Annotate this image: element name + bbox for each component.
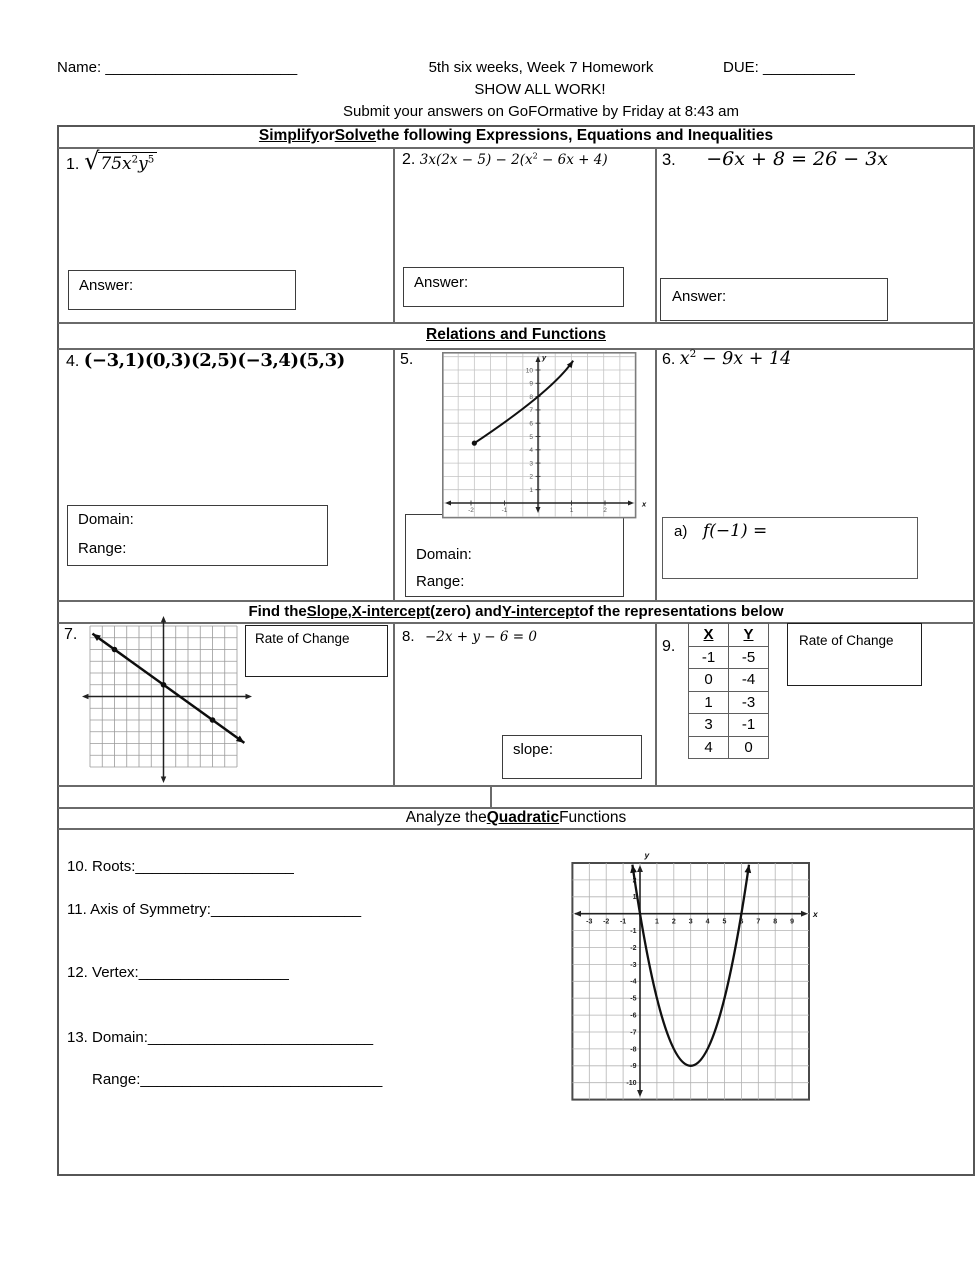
svg-text:7: 7	[529, 407, 533, 415]
svg-text:-1: -1	[619, 918, 627, 926]
vertex-blank[interactable]: __________________	[138, 964, 289, 981]
show-all-work: SHOW ALL WORK!	[474, 81, 606, 98]
rate-of-change-label-7: Rate of Change	[255, 631, 350, 646]
problem-2-expression: $3x(2x - 5) - 2(x^2 - 6x + 4)$	[419, 150, 608, 168]
svg-text:6: 6	[739, 918, 744, 926]
due-line	[723, 59, 855, 76]
range-label-4: Range:	[78, 540, 127, 557]
problem-11: 11. Axis of Symmetry:__________________	[67, 901, 362, 918]
svg-text:3: 3	[529, 460, 533, 468]
problem-3-expression: −6x + 8 = 26 − 3x	[706, 148, 889, 170]
problem-1	[66, 147, 157, 175]
problem-1-expression: $75x^2y^5$	[98, 152, 157, 174]
xy-table-cell: -1	[729, 714, 769, 737]
name-blank[interactable]: _______________________	[105, 59, 298, 76]
name-line	[57, 59, 297, 76]
xy-table-row	[689, 646, 769, 669]
problem-13-range: Range:_____________________________	[92, 1071, 383, 1088]
name-label: Name:	[57, 59, 102, 76]
word-solve: Solve	[334, 127, 377, 144]
range-label-5: Range:	[416, 573, 465, 590]
svg-text:y: y	[644, 850, 650, 860]
xy-table-cell: -3	[729, 691, 769, 714]
xy-table-row	[689, 736, 769, 759]
svg-text:-7: -7	[630, 1029, 637, 1037]
problem-12: 12. Vertex:__________________	[67, 964, 289, 981]
section-header-simplify: Simplify or Solve the following Expressions, Equations and Inequalities	[258, 127, 774, 144]
problem-13-domain: 13. Domain:___________________________	[67, 1029, 374, 1046]
svg-text:2: 2	[632, 877, 637, 885]
problem-2	[402, 151, 608, 169]
graph-problem-7	[80, 614, 255, 786]
svg-text:4: 4	[529, 447, 533, 455]
svg-text:10: 10	[525, 367, 533, 375]
problem-10: 10. Roots:___________________	[67, 858, 294, 875]
svg-text:4: 4	[705, 918, 710, 926]
due-label: DUE:	[723, 59, 759, 76]
domain-range-box-5[interactable]	[405, 514, 624, 597]
problem-9-number: 9.	[662, 638, 676, 655]
problem-3	[662, 148, 888, 170]
svg-text:1: 1	[569, 507, 574, 514]
svg-text:2: 2	[671, 918, 676, 926]
slope-label: slope:	[513, 741, 554, 758]
svg-text:-2: -2	[630, 944, 637, 952]
domain-range-box-4[interactable]	[67, 505, 328, 566]
svg-text:-5: -5	[630, 995, 637, 1003]
xy-table-cell: -5	[729, 646, 769, 669]
svg-text:9: 9	[790, 918, 795, 926]
problem-8-number: 8.	[402, 628, 415, 645]
problem-7-number: 7.	[64, 626, 78, 643]
answer-label-3: Answer:	[672, 288, 727, 305]
problem-6-number: 6.	[662, 351, 676, 368]
xy-table-header: X	[689, 624, 729, 647]
problem-5-number: 5.	[400, 351, 414, 368]
slope-box[interactable]	[502, 735, 642, 779]
axis-of-symmetry-blank[interactable]: __________________	[210, 901, 362, 918]
roots-blank[interactable]: ___________________	[135, 858, 294, 875]
range-blank-13[interactable]: _____________________________	[140, 1071, 383, 1088]
svg-text:8: 8	[773, 918, 778, 926]
part-a-label: a)	[674, 523, 688, 540]
svg-text:1: 1	[654, 918, 659, 926]
submit-instructions: Submit your answers on GoFOrmative by Friday at 8:43 am	[343, 103, 739, 120]
svg-text:1: 1	[632, 894, 637, 902]
svg-text:8: 8	[529, 393, 533, 401]
problem-6	[662, 349, 791, 369]
xy-table-cell: 3	[689, 714, 729, 737]
svg-text:x: x	[642, 499, 647, 509]
xy-table-cell: -1	[689, 646, 729, 669]
problem-4-expression: (−3,1)(0,3)(2,5)(−3,4)(5,3)	[83, 350, 345, 371]
svg-text:-6: -6	[630, 1012, 637, 1020]
xy-table-row	[689, 691, 769, 714]
xy-table-header: Y	[729, 624, 769, 647]
svg-text:3: 3	[688, 918, 693, 926]
domain-label-4: Domain:	[78, 511, 134, 528]
section-header-slope: Find the Slope , X-intercept (zero) and Y-intercept of the representations below	[248, 602, 784, 620]
svg-text:-2: -2	[468, 507, 474, 514]
svg-text:9: 9	[529, 380, 533, 388]
xy-table-cell: 0	[729, 736, 769, 759]
xy-table-cell: 4	[689, 736, 729, 759]
svg-text:-9: -9	[630, 1063, 637, 1071]
problem-8-expression: −2x + y − 6 = 0	[424, 629, 537, 645]
domain-label-5: Domain:	[416, 546, 472, 563]
svg-text:-4: -4	[630, 978, 637, 986]
problem-1-number: 1.	[66, 156, 80, 173]
problem-8	[402, 628, 537, 646]
answer-box-1[interactable]	[68, 270, 296, 310]
problem-2-number: 2.	[402, 151, 416, 168]
due-blank[interactable]: ___________	[763, 59, 855, 76]
svg-text:y: y	[542, 353, 547, 362]
answer-box-3[interactable]	[660, 278, 888, 321]
rate-of-change-box-9[interactable]	[787, 623, 922, 686]
answer-label-1: Answer:	[79, 277, 134, 294]
xy-table-row	[689, 669, 769, 692]
xy-table-cell: 0	[689, 669, 729, 692]
xy-table-cell: -4	[729, 669, 769, 692]
rate-of-change-label-9: Rate of Change	[799, 633, 894, 648]
section-header-quadratic: Analyze the Quadratic Functions	[405, 808, 627, 826]
svg-text:1: 1	[529, 487, 533, 494]
svg-text:5: 5	[529, 433, 533, 441]
svg-text:2: 2	[529, 473, 533, 481]
svg-text:-3: -3	[586, 918, 593, 926]
svg-text:-2: -2	[603, 918, 610, 926]
svg-text:-1: -1	[501, 507, 508, 514]
svg-text:-3: -3	[630, 961, 637, 969]
problem-3-number: 3.	[662, 151, 676, 169]
f-of-x-box[interactable]	[662, 517, 918, 579]
radical-sign: √	[84, 147, 100, 175]
section-header-relations: Relations and Functions	[426, 326, 606, 343]
svg-text:7: 7	[756, 918, 761, 926]
graph-quadratic	[565, 848, 821, 1106]
svg-text:6: 6	[529, 420, 533, 428]
page-title: 5th six weeks, Week 7 Homework	[428, 59, 654, 76]
svg-text:-8: -8	[630, 1046, 637, 1054]
svg-text:5: 5	[722, 918, 727, 926]
xy-table-cell: 1	[689, 691, 729, 714]
problem-6-expression: $x^2 - 9x + 14$	[679, 348, 792, 369]
word-simplify: Simplify	[258, 127, 320, 144]
xy-table	[688, 623, 769, 759]
graph-problem-5	[442, 352, 652, 522]
rate-of-change-box-7[interactable]	[245, 625, 388, 677]
svg-text:-10: -10	[626, 1080, 637, 1088]
answer-label-2: Answer:	[414, 274, 469, 291]
svg-text:2: 2	[603, 507, 607, 514]
part-a-expression: f(−1) =	[703, 521, 768, 541]
xy-table-row	[689, 714, 769, 737]
svg-text:-1: -1	[630, 928, 637, 935]
problem-4-number: 4.	[66, 353, 80, 370]
svg-text:x: x	[813, 909, 818, 920]
answer-box-2[interactable]	[403, 267, 624, 307]
problem-4	[66, 350, 345, 371]
domain-blank-13[interactable]: ___________________________	[147, 1029, 374, 1046]
